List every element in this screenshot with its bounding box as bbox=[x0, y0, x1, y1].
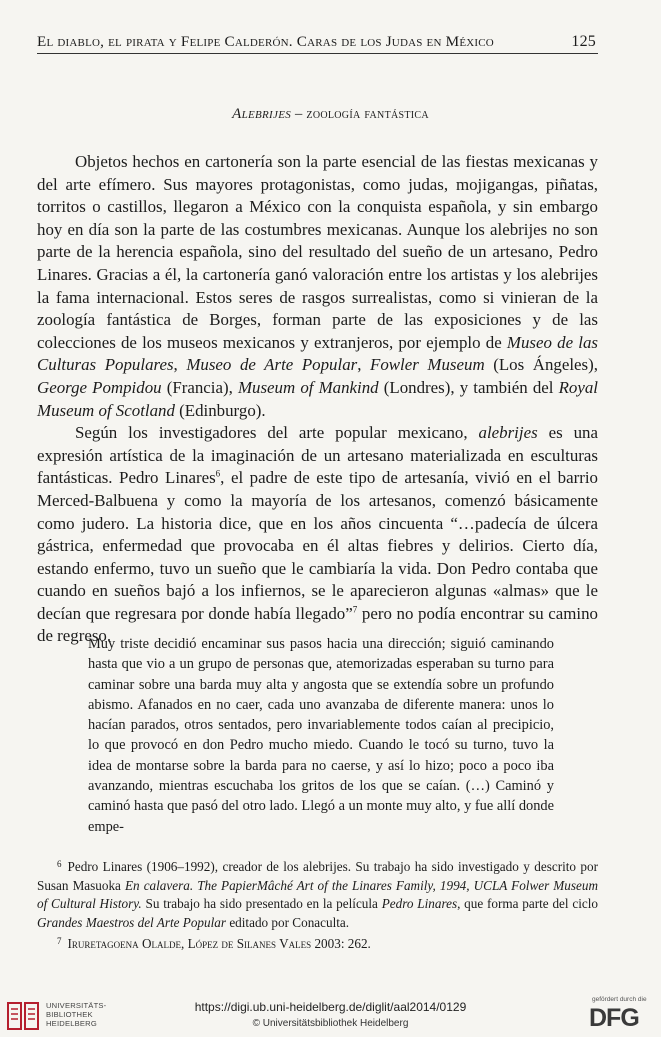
museum-name: Museum of Mankind bbox=[237, 377, 379, 397]
permalink-url[interactable]: https://digi.ub.uni-heidelberg.de/diglit/aal2014/0129 bbox=[194, 1000, 467, 1014]
running-head bbox=[37, 33, 598, 54]
series-title: Grandes Maestros del Arte Popular bbox=[37, 914, 227, 930]
block-quote-text: Muy triste decidió encaminar sus pasos hacia una dirección; siguió caminando hasta que vio a un grupo de personas que, atemorizadas esperaban su turno para caminar sobre una barda muy alta y angosta que se extendía sobre un profundo abismo. Afanados en no caer, cada uno avanzaba de diferente manera: unos lo hacían parados, otros sentados, pero invariablemente todos caían al precipicio, lo que provocó en don Pedro mucho miedo. Cuando le tocó su turno, tuvo la idea de montarse sobre la barda para no caerse, y así lo hizo; poco a poco iba avanzando, mientras escuchaba los gritos de los que se caían. (…) Caminó y caminó hasta que pasó del otro lado. Llegó a un monte muy alto, y fue allí donde empe- bbox=[88, 636, 554, 835]
funding-caption: gefördert durch die bbox=[592, 996, 647, 1003]
text-run: , bbox=[357, 355, 371, 375]
text-run: Según los investigadores del arte popular mexicano, bbox=[75, 423, 479, 443]
block-quote bbox=[88, 634, 554, 837]
page-number: 125 bbox=[571, 33, 596, 50]
museum-name: Royal Museum of Scotland bbox=[37, 377, 598, 420]
copyright-notice: © Universitätsbibliothek Heidelberg bbox=[252, 1018, 409, 1029]
footnote-ref-7[interactable]: 7 bbox=[352, 604, 358, 615]
dfg-funding-logo[interactable] bbox=[586, 996, 656, 1034]
footnote-number: 6 bbox=[57, 859, 62, 869]
dfg-logo: DFG bbox=[589, 1004, 639, 1032]
museum-name: George Pompidou bbox=[37, 377, 162, 397]
footnote-6 bbox=[37, 855, 598, 932]
text-run: pero no podía encontrar su camino de regreso. bbox=[37, 603, 598, 646]
footnote-ref-6[interactable]: 6 bbox=[215, 468, 221, 479]
running-head-title: El diablo, el pirata y Felipe Calderón. Caras de los Judas en México bbox=[37, 33, 494, 50]
section-title-dash: – bbox=[291, 106, 307, 122]
section-subtitle: zoología fantástica bbox=[306, 106, 429, 122]
text-run: Su trabajo ha sido presentado en la película bbox=[141, 896, 382, 912]
text-run: (Londres), y también del bbox=[378, 377, 559, 397]
text-run: (Los Ángeles), bbox=[484, 355, 598, 375]
text-run: , que forma parte del ciclo bbox=[457, 896, 599, 912]
emphasis: alebrijes bbox=[478, 423, 538, 443]
text-run: Pedro Linares (1906–1992), creador de los alebrijes. Su trabajo ha sido investigado y descrito por Susan Masuoka bbox=[37, 859, 598, 893]
text-run: (Francia), bbox=[161, 377, 238, 397]
footnote-7 bbox=[37, 932, 598, 954]
text-run: , el padre de este tipo de artesanía, vivió en el barrio Merced-Balbuena y como la mayoría de los artesanos, comenzó básicamente como judero. La historia dice, que en los años cincuenta “…padecía de úlcera gástrica, enfermedad que provocaba en él altas fiebres y delirios. Cierto día, estando enfermo, tuvo un sueño que le cambiaría la vida. Don Pedro contaba que cuando en sueños bajó a los infiernos, se le aparecieron algunas «almas» que le decían que regresara por donde había llegado” bbox=[37, 468, 598, 623]
text-run: Objetos hechos en cartonería son la parte esencial de las fiestas mexicanas y del arte efímero. Sus mayores protagonistas, como judas, mojigangas, piñatas, torritos o castillos, llegaron a México con la conquista española, y sin embargo hoy en día son la parte de las costumbres mexicanas. Aunque los alebrijes no son parte de la herencia española, sino del resultado del sueño de un artesano, Pedro Linares. Gracias a él, la cartonería ganó valoración entre los artistas y los alebrijes la fama internacional. Estos seres de rasgos surrealistas, como si vinieran de la zoología fantástica de Borges, forman parte de las exposiciones y de las colecciones de los museos mexicanos y extranjeros, por ejemplo de bbox=[37, 152, 598, 352]
museum-name: Museo de las Culturas Populares bbox=[37, 332, 598, 375]
citation-authors: Iruretagoena Olalde, López de Silanes Vales bbox=[67, 936, 312, 952]
paragraph-2 bbox=[37, 422, 598, 648]
paragraph-1 bbox=[37, 151, 598, 422]
text-run: , bbox=[173, 355, 187, 375]
museum-name: Fowler Museum bbox=[370, 355, 485, 375]
footnote-number: 7 bbox=[57, 936, 62, 947]
body-text bbox=[37, 151, 598, 648]
section-heading: Alebrijes bbox=[232, 106, 292, 122]
university-name-line: HEIDELBERG bbox=[46, 1019, 97, 1028]
university-name-line: BIBLIOTHEK bbox=[46, 1010, 93, 1019]
book-title: En calavera. The PapierMâché Art of the Linares Family, 1994, UCLA Folwer Museum of Cultural History. bbox=[37, 877, 598, 912]
text-run: es una expresión artística de la imaginación de un artesano materializada en esculturas fantásticas. Pedro Linares bbox=[37, 423, 598, 488]
footnotes bbox=[37, 855, 598, 954]
museum-name: Museo de Arte Popular bbox=[186, 355, 358, 375]
film-title: Pedro Linares bbox=[381, 896, 458, 912]
text-run: (Edinburgo). bbox=[174, 400, 266, 420]
citation-year: 2003: 262. bbox=[311, 936, 371, 952]
text-run: editado por Conaculta. bbox=[226, 914, 350, 930]
university-name-line: UNIVERSITÄTS- bbox=[46, 1001, 107, 1010]
section-title bbox=[0, 106, 661, 123]
